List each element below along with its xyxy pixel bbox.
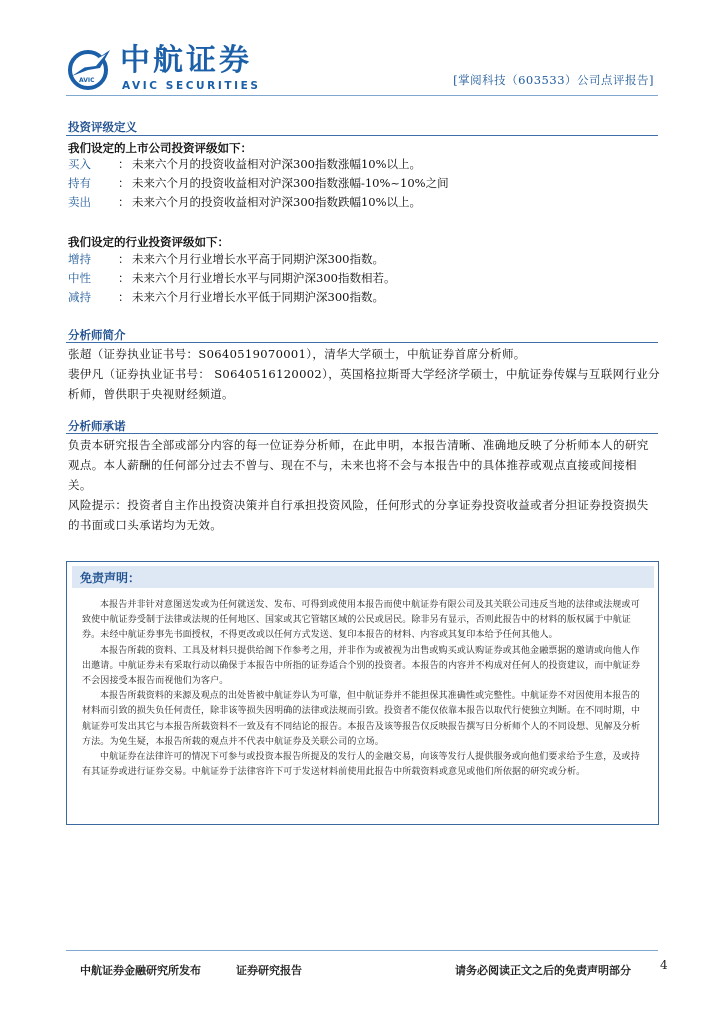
avic-logo-text: AVIC — [79, 77, 95, 84]
disclaimer-title: 免责声明： — [80, 571, 141, 585]
company-rating-row — [68, 156, 421, 172]
rating-text: 未来六个月行业增长水平高于同期沪深300指数。 — [132, 252, 384, 266]
rating-colon: ： — [118, 157, 130, 171]
page-number: 4 — [660, 958, 668, 972]
analyst-section-title: 分析师简介 — [68, 328, 126, 342]
commitment-section-divider — [66, 433, 658, 434]
header-divider — [66, 95, 658, 96]
rating-colon: ： — [118, 290, 130, 304]
company-rating-row — [68, 175, 449, 191]
analyst-line-1: 张超（证券执业证书号：S0640519070001），清华大学硕士，中航证券首席分析师。 — [68, 347, 526, 361]
disclaimer-body — [82, 598, 642, 780]
rating-label: 增持 — [68, 252, 91, 266]
rating-colon: ： — [118, 271, 130, 285]
rating-text: 未来六个月的投资收益相对沪深300指数涨幅10%以上。 — [132, 157, 422, 171]
industry-rating-subtitle: 我们设定的行业投资评级如下： — [68, 235, 229, 249]
commitment-text — [68, 435, 660, 535]
industry-rating-row — [68, 251, 384, 267]
report-tag: [掌阅科技（603533）公司点评报告] — [453, 73, 654, 87]
rating-colon: ： — [118, 252, 130, 266]
analyst-line-2: 裴伊凡（证券执业证书号： S0640516120002），英国格拉斯哥大学经济学硕士，中航证券传媒与互联网行业分析师，曾供职于央视财经频道。 — [68, 367, 660, 401]
rating-label: 买入 — [68, 157, 91, 171]
footer-divider — [66, 950, 658, 951]
risk-warning-paragraph: 风险提示：投资者自主作出投资决策并自行承担投资风险，任何形式的分享证券投资收益或者分担证券投资损失的书面或口头承诺均为无效。 — [68, 498, 649, 532]
logo-chinese-name: 中航证券 — [120, 43, 252, 78]
rating-text: 未来六个月的投资收益相对沪深300指数涨幅-10%~10%之间 — [132, 176, 449, 190]
commitment-section-title: 分析师承诺 — [68, 419, 126, 433]
disclaimer-paragraph: 本报告并非针对意图送发或为任何就送发、发布、可得到或使用本报告而使中航证券有限公司及其关联公司违反当地的法律或法规或可致使中航证券受制于法律或法规的任何地区、国家或其它管辖区域的公民或居民。除非另有显示，否则此报告中的材料的版权属于中航证券。未经中航证券事先书面授权，不得更改或以任何方式发送、复印本报告的材料、内容或其复印本给予任何其他人。 — [82, 600, 640, 641]
industry-rating-row — [68, 289, 384, 305]
footer-report-type: 证券研究报告 — [236, 964, 302, 977]
rating-text: 未来六个月行业增长水平低于同期沪深300指数。 — [132, 290, 384, 304]
rating-section-title: 投资评级定义 — [68, 120, 137, 134]
rating-section-divider — [66, 135, 658, 136]
rating-colon: ： — [118, 195, 130, 209]
footer-publisher: 中航证券金融研究所发布 — [80, 964, 201, 977]
company-rating-row — [68, 194, 421, 210]
footer-disclaimer-note: 请务必阅读正文之后的免责声明部分 — [455, 964, 631, 977]
commitment-paragraph: 负责本研究报告全部或部分内容的每一位证券分析师，在此申明，本报告清晰、准确地反映了分析师本人的研究观点。本人薪酬的任何部分过去不曾与、现在不与，未来也将不会与本报告中的具体推荐或观点直接或间接相关。 — [68, 438, 649, 492]
rating-text: 未来六个月行业增长水平与同期沪深300指数相若。 — [132, 271, 396, 285]
disclaimer-header-bar — [72, 566, 654, 588]
disclaimer-paragraph: 本报告所载的资料、工具及材料只提供给阁下作参考之用，并非作为或被视为出售或购买或认购证券或其他金融票据的邀请或向他人作出邀请。中航证券未有采取行动以确保于本报告中所指的证券适合个别的投资者。本报告的内容并不构成对任何人的投资建议，而中航证券不会因接受本报告而视他们为客户。 — [82, 645, 641, 687]
rating-text: 未来六个月的投资收益相对沪深300指数跌幅10%以上。 — [132, 195, 422, 209]
disclaimer-paragraph: 本报告所载资料的来源及观点的出处皆被中航证券认为可靠，但中航证券并不能担保其准确性或完整性。中航证券不对因使用本报告的材料而引致的损失负任何责任，除非该等损失因明确的法律或法规而引致。投资者不能仅依靠本报告以取代行使独立判断。在不同时期，中航证券可发出其它与本报告所载资料不一致及有不同结论的报告。本报告及该等报告仅反映报告撰写日分析师个人的不同设想、见解及分析方法。为免生疑，本报告所载的观点并不代表中航证券及关联公司的立场。 — [82, 691, 641, 747]
analyst-section-divider — [66, 342, 658, 343]
industry-rating-row — [68, 270, 395, 286]
rating-label: 减持 — [68, 290, 91, 304]
rating-label: 中性 — [68, 271, 91, 285]
analyst-intro — [68, 344, 660, 404]
logo-english-name: AVIC SECURITIES — [122, 80, 261, 92]
disclaimer-paragraph: 中航证券在法律许可的情况下可参与或投资本报告所提及的发行人的金融交易，向该等发行人提供服务或向他们要求给予生意，及或持有其证券或进行证券交易。中航证券于法律容许下可于发送材料前使用此报告中所载资料或意见或他们所依据的研究或分析。 — [82, 752, 640, 778]
rating-label: 卖出 — [68, 195, 91, 209]
rating-colon: ： — [118, 176, 130, 190]
company-rating-subtitle: 我们设定的上市公司投资评级如下： — [68, 141, 252, 155]
rating-label: 持有 — [68, 176, 91, 190]
avic-logo-icon — [66, 46, 114, 90]
